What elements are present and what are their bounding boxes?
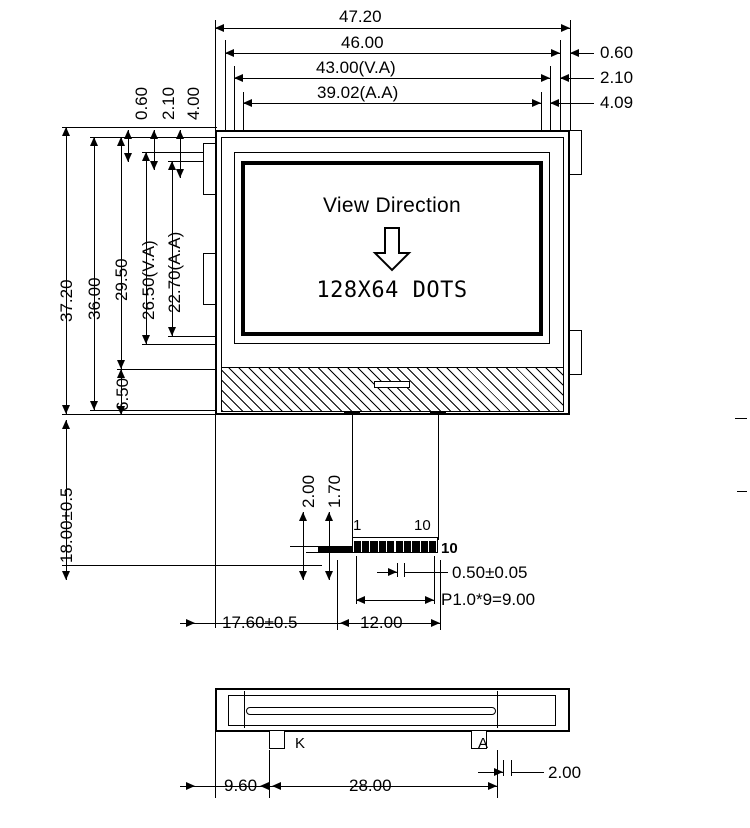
arrow-up-3600 [90, 137, 98, 146]
pin [379, 541, 386, 552]
dim-line-43 [234, 78, 550, 79]
pin [404, 541, 411, 552]
arrow-right-1760 [186, 619, 195, 627]
dim-aa-height: 22.70(A.A) [165, 231, 184, 313]
arrow-left-pitch [356, 596, 365, 604]
ext-pitch-right [434, 556, 435, 604]
arrow-left-46 [225, 49, 234, 57]
arrow-right-1200 [431, 619, 440, 627]
arrow-right-47 [561, 24, 570, 32]
dim-line-pitch [356, 600, 434, 601]
dim-line-200-right [511, 772, 544, 773]
pin [396, 541, 403, 552]
dim-line-3600 [94, 137, 95, 410]
ext-datum-left [215, 28, 216, 628]
dim-line-46 [225, 53, 560, 54]
dim-fpc-width: 12.00 [360, 613, 403, 632]
dim-line-2950 [121, 137, 122, 369]
side-split-right [497, 691, 498, 728]
side-view-bar [246, 707, 496, 715]
pin-count-label: 10 [441, 540, 458, 557]
ext-top-1800 [62, 414, 92, 415]
dim-va-height: 26.50(V.A) [139, 240, 158, 320]
cathode-label: K [295, 735, 306, 752]
right-edge-mark-2 [737, 491, 747, 492]
pin [429, 541, 436, 552]
ext-fpc-170 [306, 552, 356, 553]
strip-notch [374, 381, 410, 388]
ext-side-960-right [269, 750, 270, 798]
anode-label: A [478, 735, 489, 752]
connector-strip [221, 367, 564, 412]
ext-top-3720 [62, 127, 217, 128]
dim-pin-pitch: P1.0*9=9.00 [441, 590, 536, 609]
dim-line-47 [215, 28, 570, 29]
dim-left-400: 4.00 [184, 86, 203, 120]
dim-overall-width: 47.20 [339, 7, 382, 26]
dim-line-fpc-170 [329, 512, 330, 580]
dim-panel-width: 46.00 [341, 33, 384, 52]
dim-line-3720 [66, 127, 67, 414]
resolution-label: 128X64 DOTS [316, 278, 468, 303]
arrow-left-43 [234, 74, 243, 82]
ext-fpc-200 [290, 546, 326, 547]
dim-strip-height: 6.50 [113, 377, 132, 411]
dim-aa-width: 39.02(A.A) [317, 83, 399, 102]
fpc-pin-block [352, 537, 438, 553]
dim-right-060: 0.60 [600, 43, 634, 62]
ext-1200-right [440, 560, 441, 630]
arrow-up-2270 [168, 161, 176, 170]
arrow-right-39 [532, 99, 541, 107]
tab-right-top [568, 130, 582, 175]
arrow-right-pitch [425, 596, 434, 604]
pin [412, 541, 419, 552]
arrow-down-2650 [142, 335, 150, 344]
arrow-up-fpc-200 [299, 512, 307, 521]
arrow-left-2800 [272, 782, 281, 790]
ext-bot-1800 [62, 565, 322, 566]
dim-fpc-200: 2.00 [299, 474, 318, 508]
dim-line-fpc-200 [303, 512, 304, 580]
arrow-left-1200 [340, 619, 349, 627]
arrow-right-200 [494, 768, 503, 776]
ext-side-200-a [503, 760, 504, 776]
arrow-up-fpc-170 [325, 512, 333, 521]
ext-line-right-47 [570, 20, 571, 130]
dim-overall-height: 37.20 [57, 279, 76, 322]
arrow-right-060 [570, 49, 579, 57]
leader-fpc-right [438, 412, 439, 540]
view-direction-label: View Direction [322, 194, 462, 217]
dim-pin-width: 0.50±0.05 [452, 563, 528, 582]
arrow-right-43 [541, 74, 550, 82]
ext-side-200-b [511, 760, 512, 776]
arrow-up-1800 [62, 420, 70, 429]
arrow-down-060 [124, 153, 132, 162]
arrow-up-650 [117, 369, 125, 378]
arrow-down-210 [150, 161, 158, 170]
pin-first-label: 1 [353, 517, 362, 534]
active-area-frame [241, 161, 543, 336]
dim-left-210: 2.10 [159, 86, 178, 120]
arrow-down-1800 [62, 571, 70, 580]
dim-side-200: 2.00 [548, 763, 582, 782]
pin-last-label: 10 [414, 517, 431, 534]
arrow-down-2950 [117, 360, 125, 369]
arrow-up-3720 [62, 127, 70, 136]
dim-panel-height: 36.00 [85, 277, 104, 320]
pin [362, 541, 369, 552]
ext-top-2950 [117, 137, 222, 138]
tab-right-bottom [568, 330, 582, 375]
dim-side-960: 9.60 [224, 776, 258, 795]
dim-side-2800: 28.00 [349, 776, 392, 795]
lcd-screen [245, 165, 539, 332]
dim-left-060: 0.60 [132, 86, 151, 120]
ext-bot-3600 [90, 410, 220, 411]
pin [354, 541, 361, 552]
arrow-right-2800 [488, 782, 497, 790]
arrow-pin-width-left [388, 568, 397, 576]
pin [387, 541, 394, 552]
arrow-right-46 [551, 49, 560, 57]
arrow-right-210 [560, 74, 569, 82]
pin [370, 541, 377, 552]
dim-fpc-170: 1.70 [325, 474, 344, 508]
ext-pin-width-a [397, 563, 398, 577]
ext-line-right-46 [560, 40, 561, 135]
arrow-left-47 [215, 24, 224, 32]
arrow-down-3720 [62, 405, 70, 414]
dim-fpc-offset: 17.60±0.5 [222, 613, 298, 632]
tick-fpc-left [344, 412, 360, 413]
ext-bot-2950 [117, 369, 222, 370]
pin [421, 541, 428, 552]
dim-right-210: 2.10 [600, 68, 634, 87]
arrow-left-960 [260, 782, 269, 790]
right-edge-mark-1 [735, 418, 747, 419]
dim-va-width: 43.00(V.A) [316, 58, 396, 77]
arrow-down-400 [176, 169, 184, 178]
arrow-right-409 [550, 99, 559, 107]
dim-line-39 [243, 103, 541, 104]
arrow-down-fpc-170 [325, 571, 333, 580]
ext-1760-right [337, 560, 338, 630]
ext-side-left [215, 732, 216, 798]
dim-total-fpc-height: 18.00±0.5 [57, 487, 76, 563]
tick-fpc-right [430, 412, 446, 413]
arrow-right-960 [186, 782, 195, 790]
dim-line-pin-width-right [404, 572, 448, 573]
side-split-left [244, 691, 245, 728]
ext-pin-width-b [404, 563, 405, 577]
arrow-left-39 [243, 99, 252, 107]
arrow-up-2650 [142, 152, 150, 161]
dim-right-409: 4.09 [600, 93, 634, 112]
arrow-down-2270 [168, 327, 176, 336]
arrow-down-fpc-200 [299, 571, 307, 580]
dim-height-2950: 29.50 [112, 258, 131, 301]
down-arrow-icon [372, 226, 412, 272]
led-leg-k [269, 731, 285, 749]
arrow-down-3600 [90, 401, 98, 410]
arrow-up-2950 [117, 137, 125, 146]
